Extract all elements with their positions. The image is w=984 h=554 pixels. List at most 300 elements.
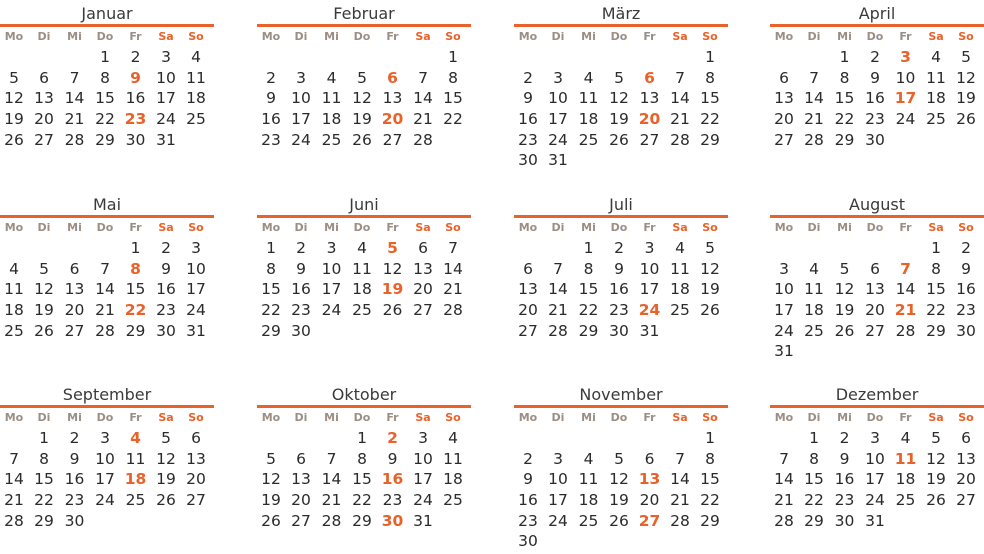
day-cell: 16	[865, 89, 885, 108]
day-cell: 28	[804, 130, 824, 149]
day-cell: 17	[865, 470, 885, 489]
day-cell: 12	[4, 89, 24, 108]
weekday-label: Do	[866, 221, 884, 234]
day-cell: 3	[418, 429, 428, 447]
day-cell: 27	[865, 321, 885, 340]
day-cell-highlighted: 20	[381, 110, 404, 129]
day-cell: 5	[9, 68, 19, 87]
day-cell: 5	[39, 259, 49, 278]
day-cell: 28	[95, 321, 115, 340]
day-cell: 28	[774, 511, 794, 530]
day-cell: 19	[4, 110, 24, 129]
empty-cell	[59, 238, 90, 259]
day-cell: 22	[352, 491, 372, 510]
day-cell: 20	[956, 470, 976, 489]
day-cell: 26	[609, 130, 629, 149]
day-cell: 16	[518, 110, 538, 129]
day-cell: 5	[705, 239, 715, 257]
weekday-label: Mo	[518, 30, 538, 43]
day-cell-highlighted: 5	[387, 239, 398, 257]
day-cell: 4	[9, 259, 19, 278]
day-cell: 25	[4, 321, 24, 340]
month-title: Februar	[257, 2, 471, 27]
empty-cell	[769, 428, 799, 449]
day-cell: 26	[261, 511, 281, 530]
day-cell: 18	[578, 491, 599, 510]
day-cell: 15	[443, 89, 463, 108]
weekday-label: Do	[866, 411, 884, 424]
day-cell: 28	[4, 511, 24, 530]
weekday-label: Sa	[672, 411, 688, 424]
month-8	[0, 383, 214, 531]
day-cell: 7	[553, 259, 563, 278]
day-cell: 11	[926, 68, 946, 87]
day-cell: 8	[357, 449, 367, 468]
day-cell: 9	[614, 259, 624, 278]
day-cell: 27	[291, 511, 311, 530]
day-cell: 3	[644, 239, 655, 257]
day-cell: 7	[448, 239, 458, 257]
day-cell: 12	[956, 68, 976, 87]
day-cell: 7	[100, 259, 110, 278]
day-grid	[256, 218, 471, 341]
empty-cell	[543, 47, 573, 68]
weekday-label: Fr	[129, 411, 142, 424]
day-cell: 18	[443, 470, 463, 489]
day-cell-highlighted: 11	[894, 449, 917, 468]
day-cell: 20	[413, 280, 433, 299]
weekday-label: Di	[37, 411, 51, 424]
day-cell: 20	[64, 301, 85, 320]
empty-cell	[513, 238, 543, 259]
day-cell: 17	[95, 470, 115, 489]
weekday-label: Sa	[158, 30, 174, 43]
day-cell: 11	[4, 280, 24, 299]
day-cell: 23	[518, 130, 538, 149]
day-cell: 6	[523, 259, 533, 278]
day-cell: 16	[518, 491, 538, 510]
day-cell: 12	[834, 280, 855, 299]
day-cell-highlighted: 20	[638, 110, 661, 129]
day-cell: 28	[895, 321, 916, 340]
month-title: Mai	[0, 193, 214, 218]
day-cell: 28	[64, 130, 85, 149]
day-cell: 15	[804, 470, 824, 489]
day-cell: 16	[956, 280, 976, 299]
day-cell: 9	[839, 449, 850, 468]
day-cell: 18	[804, 301, 824, 320]
day-cell: 30	[834, 511, 855, 530]
day-cell: 4	[583, 68, 594, 87]
day-cell: 2	[614, 239, 624, 257]
empty-cell	[0, 238, 29, 259]
weekday-label: Di	[294, 221, 308, 234]
day-cell: 17	[774, 301, 794, 320]
day-cell: 29	[578, 321, 599, 340]
day-grid	[0, 27, 214, 150]
day-cell: 25	[578, 511, 599, 530]
day-cell: 2	[69, 429, 80, 447]
day-cell: 2	[523, 449, 533, 468]
weekday-label: Di	[37, 221, 51, 234]
weekday-label: Di	[807, 221, 821, 234]
weekday-label: Fr	[386, 30, 399, 43]
day-cell: 23	[956, 301, 976, 320]
weekday-label: Mo	[518, 221, 538, 234]
day-cell: 10	[865, 449, 885, 468]
day-cell: 21	[413, 110, 433, 129]
day-cell: 30	[156, 321, 176, 340]
day-cell: 15	[834, 89, 855, 108]
day-cell: 27	[413, 301, 433, 320]
day-cell: 26	[926, 491, 946, 510]
day-cell: 4	[675, 239, 685, 257]
day-cell: 24	[865, 491, 885, 510]
day-cell: 28	[670, 130, 690, 149]
day-cell: 26	[156, 491, 176, 510]
day-cell: 25	[578, 130, 599, 149]
day-cell: 13	[34, 89, 54, 108]
empty-cell	[829, 238, 860, 259]
day-cell: 1	[839, 48, 850, 66]
month-5	[257, 193, 471, 341]
month-title: November	[514, 383, 728, 408]
empty-cell	[604, 47, 634, 68]
day-cell: 18	[4, 301, 24, 320]
day-cell: 15	[700, 89, 720, 108]
day-cell: 11	[443, 449, 463, 468]
day-cell: 22	[834, 110, 855, 129]
day-cell: 31	[865, 511, 885, 530]
weekday-label: So	[188, 30, 204, 43]
day-cell: 12	[382, 259, 403, 278]
day-cell: 6	[870, 259, 880, 278]
day-cell: 19	[156, 470, 176, 489]
empty-cell	[0, 428, 29, 449]
day-cell: 12	[34, 280, 54, 299]
day-cell: 5	[614, 68, 624, 87]
weekday-label: Sa	[928, 411, 944, 424]
day-cell: 28	[443, 301, 463, 320]
day-cell: 24	[413, 491, 433, 510]
day-cell: 22	[261, 301, 281, 320]
weekday-label: Fr	[643, 30, 656, 43]
day-cell: 11	[352, 259, 372, 278]
day-cell: 24	[548, 511, 568, 530]
day-cell: 5	[931, 429, 941, 447]
day-cell: 24	[186, 301, 206, 320]
weekday-label: Do	[610, 221, 628, 234]
day-grid	[769, 408, 984, 531]
empty-cell	[634, 428, 665, 449]
day-cell-highlighted: 17	[894, 89, 917, 108]
day-cell: 2	[296, 239, 306, 257]
day-cell: 4	[448, 429, 458, 447]
day-cell: 13	[413, 259, 433, 278]
day-cell: 13	[518, 280, 538, 299]
day-cell: 18	[926, 89, 946, 108]
day-cell: 1	[39, 429, 49, 447]
day-cell: 22	[443, 110, 463, 129]
day-cell: 17	[156, 89, 176, 108]
day-cell: 29	[261, 321, 281, 340]
empty-cell	[860, 238, 890, 259]
weekday-label: Di	[37, 30, 51, 43]
weekday-label: Mi	[581, 221, 596, 234]
day-cell-highlighted: 6	[644, 68, 655, 87]
day-cell: 5	[161, 429, 171, 447]
day-cell: 23	[291, 301, 311, 320]
day-cell: 19	[926, 470, 946, 489]
day-cell: 31	[413, 511, 433, 530]
day-grid	[0, 218, 214, 341]
day-cell: 8	[100, 68, 110, 87]
day-cell: 23	[834, 491, 855, 510]
weekday-label: Fr	[129, 30, 142, 43]
day-cell: 26	[4, 130, 24, 149]
day-cell: 30	[609, 321, 629, 340]
day-cell: 21	[774, 491, 794, 510]
weekday-label: Sa	[672, 221, 688, 234]
day-cell: 31	[156, 130, 176, 149]
day-cell-highlighted: 8	[130, 259, 141, 278]
day-cell: 13	[865, 280, 885, 299]
empty-cell	[316, 47, 347, 68]
day-cell: 19	[609, 491, 629, 510]
month-0	[0, 2, 214, 150]
day-cell: 22	[700, 491, 720, 510]
day-cell: 2	[266, 68, 276, 87]
day-cell: 4	[326, 68, 337, 87]
day-cell: 27	[34, 130, 54, 149]
day-cell: 10	[156, 68, 176, 87]
weekday-label: Sa	[415, 411, 431, 424]
month-title: April	[770, 2, 984, 27]
weekday-label: Do	[353, 30, 371, 43]
empty-cell	[286, 428, 316, 449]
day-cell: 21	[670, 110, 690, 129]
day-cell: 18	[895, 470, 916, 489]
day-cell: 25	[186, 110, 206, 129]
day-cell: 21	[443, 280, 463, 299]
weekday-label: Di	[551, 411, 565, 424]
day-cell: 27	[774, 130, 794, 149]
day-cell: 3	[553, 449, 563, 468]
day-cell: 20	[186, 470, 206, 489]
day-cell: 21	[4, 491, 24, 510]
day-cell: 5	[614, 449, 624, 468]
day-cell: 5	[961, 48, 971, 66]
day-cell: 16	[125, 89, 146, 108]
day-cell: 5	[839, 259, 850, 278]
day-cell: 8	[583, 259, 594, 278]
day-cell: 24	[95, 491, 115, 510]
day-cell: 3	[553, 68, 563, 87]
day-grid	[0, 408, 214, 531]
day-cell: 2	[523, 68, 533, 87]
day-cell: 21	[548, 301, 568, 320]
weekday-label: So	[958, 30, 974, 43]
empty-cell	[543, 428, 573, 449]
empty-cell	[573, 428, 604, 449]
day-cell: 20	[639, 491, 660, 510]
day-cell: 9	[961, 259, 971, 278]
day-cell: 21	[321, 491, 342, 510]
day-cell: 4	[809, 259, 819, 278]
weekday-label: Di	[807, 30, 821, 43]
empty-cell	[59, 47, 90, 68]
day-cell: 9	[523, 89, 533, 108]
day-cell: 10	[186, 259, 206, 278]
day-cell: 1	[705, 429, 715, 447]
day-cell: 2	[161, 239, 171, 257]
weekday-label: Mi	[67, 411, 82, 424]
day-cell: 13	[956, 449, 976, 468]
day-cell: 4	[357, 239, 367, 257]
weekday-label: Mi	[837, 30, 852, 43]
empty-cell	[799, 238, 829, 259]
day-cell: 3	[326, 239, 337, 257]
day-cell: 24	[156, 110, 176, 129]
weekday-label: Di	[551, 221, 565, 234]
day-cell: 17	[291, 110, 311, 129]
day-cell: 24	[321, 301, 342, 320]
day-cell: 9	[523, 470, 533, 489]
day-cell: 7	[675, 68, 685, 87]
empty-cell	[634, 47, 665, 68]
day-cell: 1	[931, 239, 941, 257]
weekday-label: Di	[807, 411, 821, 424]
day-cell: 29	[95, 130, 115, 149]
day-cell: 25	[670, 301, 690, 320]
day-cell: 4	[900, 429, 911, 447]
month-title: Juli	[514, 193, 728, 218]
weekday-label: Mo	[4, 221, 24, 234]
day-cell: 27	[639, 130, 660, 149]
month-4	[0, 193, 214, 341]
day-cell: 25	[804, 321, 824, 340]
day-cell: 26	[34, 321, 54, 340]
day-cell-highlighted: 30	[381, 511, 404, 530]
day-cell: 20	[34, 110, 54, 129]
day-cell: 29	[34, 511, 54, 530]
day-cell: 2	[839, 429, 850, 447]
weekday-label: Fr	[899, 221, 912, 234]
day-cell: 9	[266, 89, 276, 108]
month-title: August	[770, 193, 984, 218]
day-cell: 12	[261, 470, 281, 489]
month-title: Juni	[257, 193, 471, 218]
month-9	[257, 383, 471, 531]
day-cell: 8	[705, 68, 715, 87]
day-cell: 7	[418, 68, 428, 87]
day-cell: 22	[700, 110, 720, 129]
day-grid	[513, 408, 728, 552]
day-cell: 16	[834, 470, 855, 489]
day-cell: 23	[261, 130, 281, 149]
day-cell: 6	[296, 449, 306, 468]
day-cell: 28	[413, 130, 433, 149]
day-cell: 16	[609, 280, 629, 299]
empty-cell	[377, 47, 408, 68]
weekday-label: So	[702, 221, 718, 234]
day-cell: 2	[961, 239, 971, 257]
day-cell: 16	[156, 280, 176, 299]
day-cell: 26	[834, 321, 855, 340]
empty-cell	[347, 47, 377, 68]
day-cell: 2	[130, 48, 141, 66]
day-cell: 22	[804, 491, 824, 510]
day-cell: 15	[34, 470, 54, 489]
day-cell: 14	[804, 89, 824, 108]
day-cell: 29	[125, 321, 146, 340]
weekday-label: So	[958, 221, 974, 234]
day-cell: 10	[291, 89, 311, 108]
weekday-label: Mi	[837, 411, 852, 424]
day-cell-highlighted: 9	[130, 68, 141, 87]
weekday-label: So	[445, 411, 461, 424]
day-cell: 14	[321, 470, 342, 489]
day-cell: 15	[926, 280, 946, 299]
day-cell: 15	[700, 470, 720, 489]
empty-cell	[408, 47, 438, 68]
weekday-label: Sa	[415, 221, 431, 234]
day-cell: 6	[961, 429, 971, 447]
day-cell: 19	[261, 491, 281, 510]
weekday-label: Mi	[581, 30, 596, 43]
weekday-label: Mi	[581, 411, 596, 424]
day-grid	[256, 408, 471, 531]
day-cell-highlighted: 7	[900, 259, 911, 278]
day-cell: 23	[518, 511, 538, 530]
month-title: Dezember	[770, 383, 984, 408]
day-cell: 28	[548, 321, 568, 340]
month-11	[770, 383, 984, 531]
empty-cell	[890, 238, 921, 259]
day-cell: 7	[809, 68, 819, 87]
weekday-label: Do	[353, 221, 371, 234]
day-cell-highlighted: 4	[130, 429, 141, 447]
day-cell: 1	[266, 239, 276, 257]
day-cell: 7	[675, 449, 685, 468]
day-cell: 17	[413, 470, 433, 489]
day-cell: 26	[956, 110, 976, 129]
weekday-label: So	[445, 221, 461, 234]
day-cell: 15	[578, 280, 599, 299]
month-title: Januar	[0, 2, 214, 27]
day-cell-highlighted: 3	[900, 48, 911, 66]
day-cell: 10	[639, 259, 660, 278]
day-cell: 30	[125, 130, 146, 149]
day-cell: 19	[34, 301, 54, 320]
day-cell: 14	[443, 259, 463, 278]
weekday-label: Sa	[415, 30, 431, 43]
weekday-label: Mo	[774, 221, 794, 234]
day-cell: 11	[670, 259, 690, 278]
day-cell: 4	[583, 449, 594, 468]
day-cell: 17	[321, 280, 342, 299]
day-cell: 5	[266, 449, 276, 468]
weekday-label: So	[188, 411, 204, 424]
empty-cell	[799, 47, 829, 68]
day-cell-highlighted: 23	[124, 110, 147, 129]
empty-cell	[256, 428, 286, 449]
day-cell: 3	[296, 68, 306, 87]
day-cell: 1	[357, 429, 367, 447]
month-7	[770, 193, 984, 362]
month-3	[770, 2, 984, 150]
weekday-label: Mi	[324, 221, 339, 234]
